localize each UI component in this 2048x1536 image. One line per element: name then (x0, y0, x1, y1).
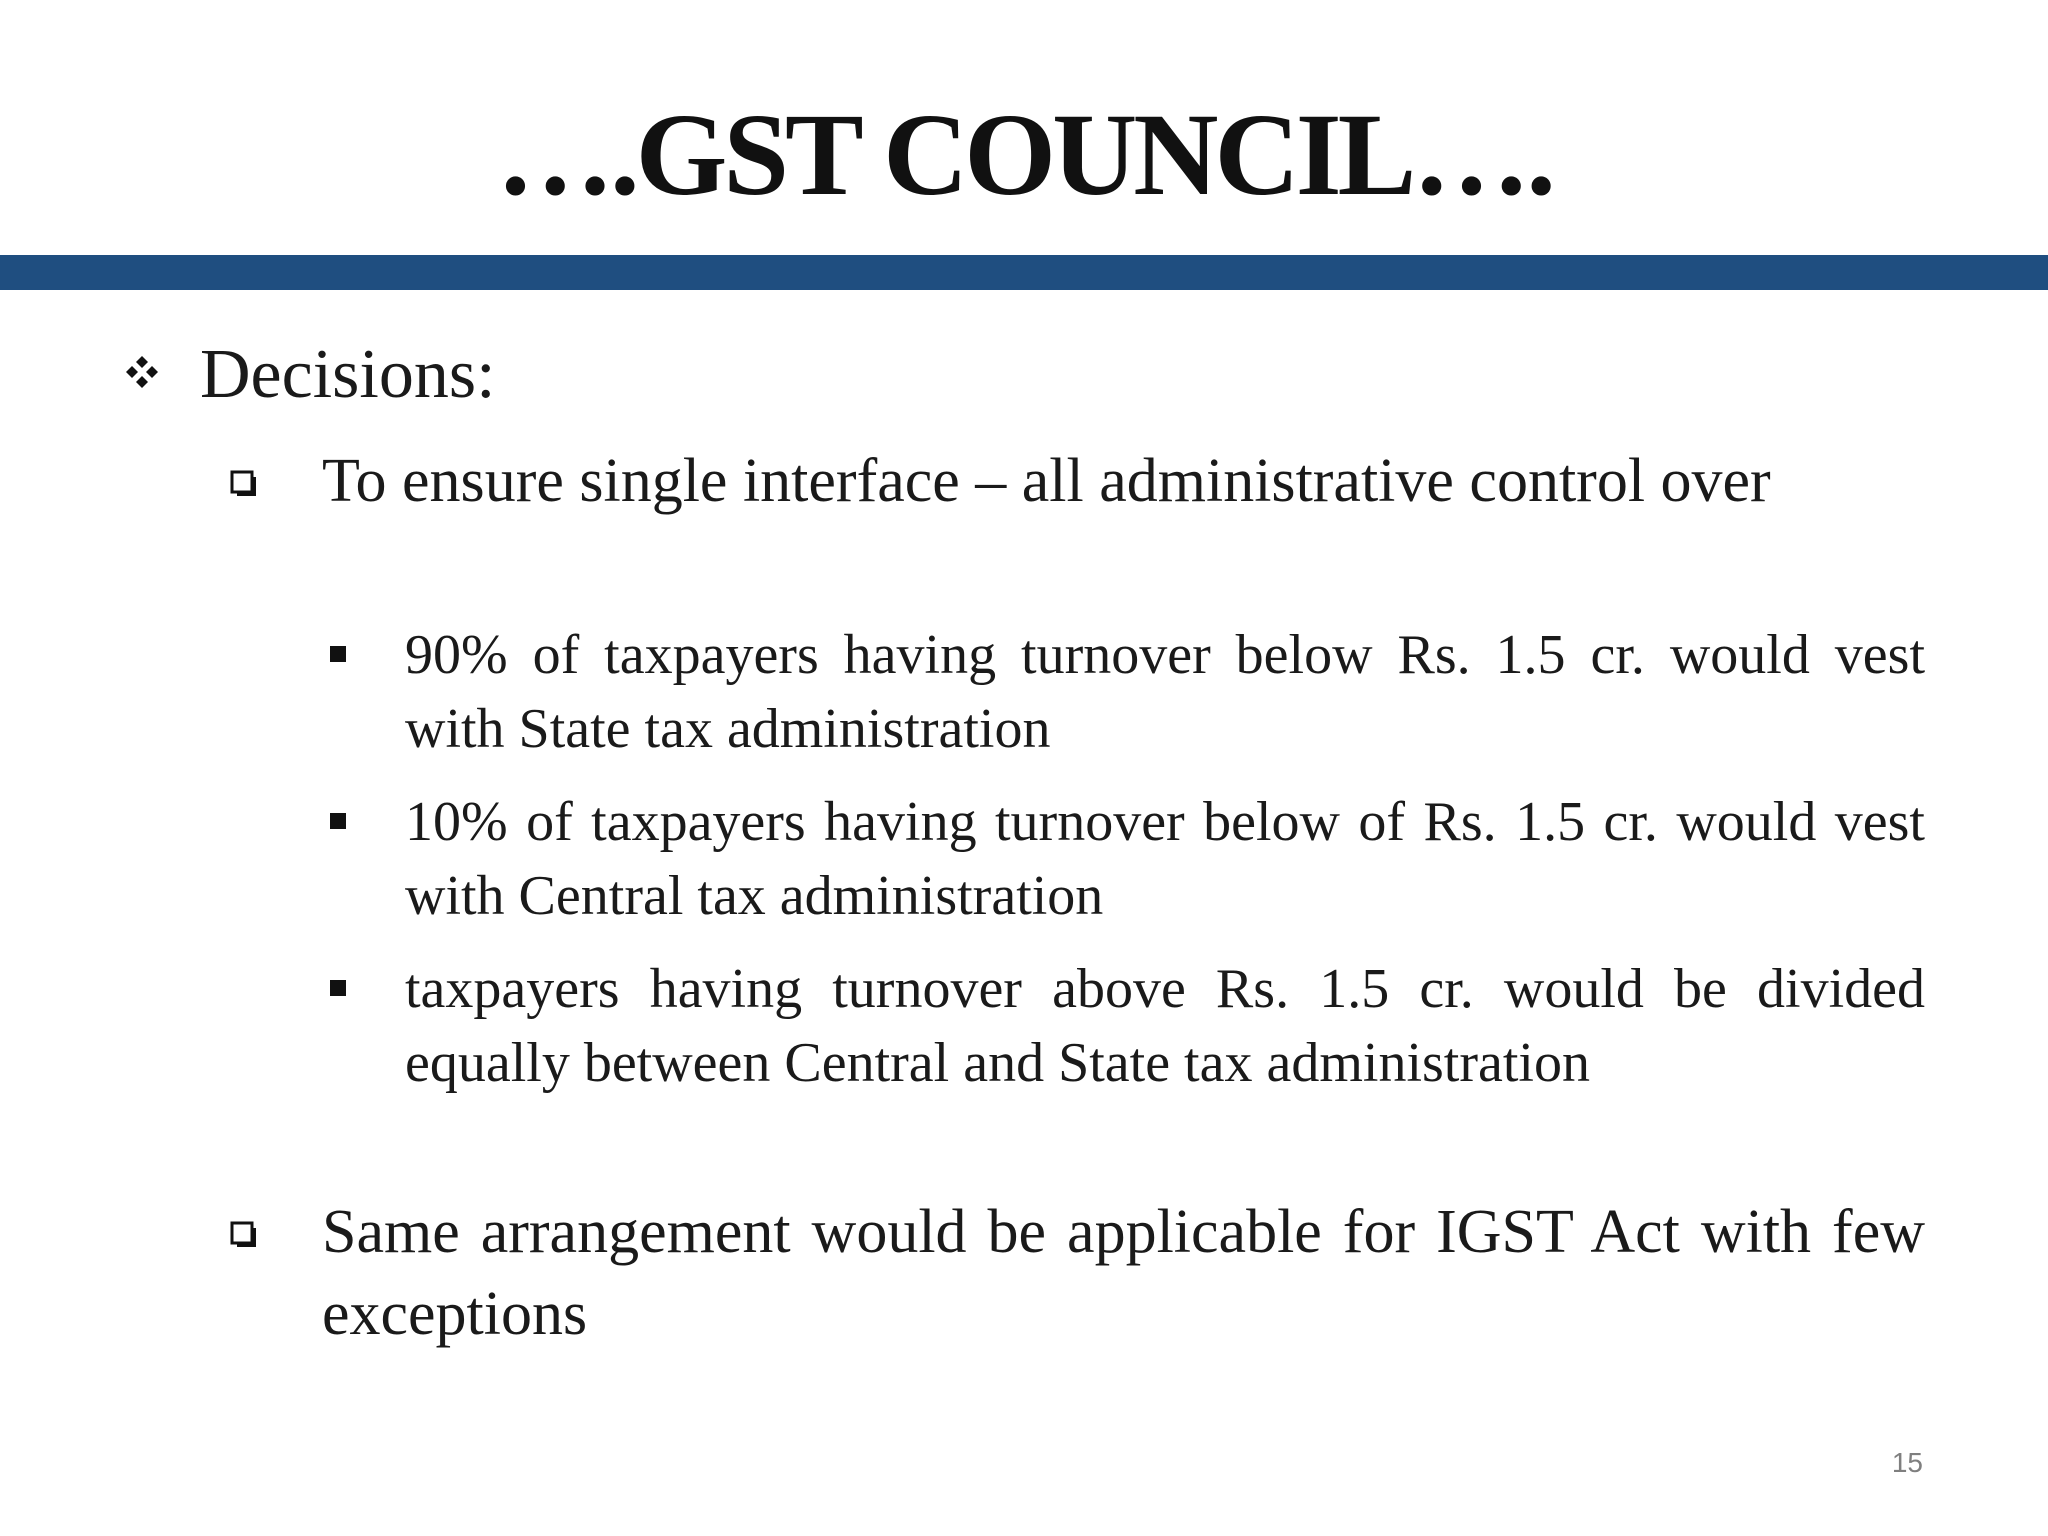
square-bullet-icon (330, 813, 346, 829)
slide-title: ….GST COUNCIL…. (496, 89, 1552, 220)
checkbox-bullet-icon (230, 1221, 258, 1249)
square-bullet-icon (330, 646, 346, 662)
page-number: 15 (1891, 1447, 1923, 1478)
list-item (230, 440, 1925, 522)
sub-list-item (330, 618, 1925, 766)
list-item-text: To ensure single interface – all administrative control over (322, 447, 1771, 515)
square-bullet-icon (330, 980, 346, 996)
sub-list-item-text: 90% of taxpayers having turnover below Rs. 1.5 cr. would vest with State tax administration (405, 624, 1925, 760)
sub-list-item (330, 785, 1925, 933)
sub-list-item (330, 952, 1925, 1100)
list-item (230, 1191, 1925, 1355)
decisions-heading-text: Decisions: (200, 336, 496, 413)
sub-list-item-text: 10% of taxpayers having turnover below of Rs. 1.5 cr. would vest with Central tax administration (405, 791, 1925, 927)
list-item-text: Same arrangement would be applicable for IGST Act with few exceptions (322, 1198, 1925, 1348)
title-divider-bar (0, 255, 2048, 290)
sub-list-item-text: taxpayers having turnover above Rs. 1.5 cr. would be divided equally between Central and State tax administration (405, 958, 1925, 1094)
checkbox-bullet-icon (230, 470, 258, 498)
diamond-bullet-icon (120, 350, 164, 394)
